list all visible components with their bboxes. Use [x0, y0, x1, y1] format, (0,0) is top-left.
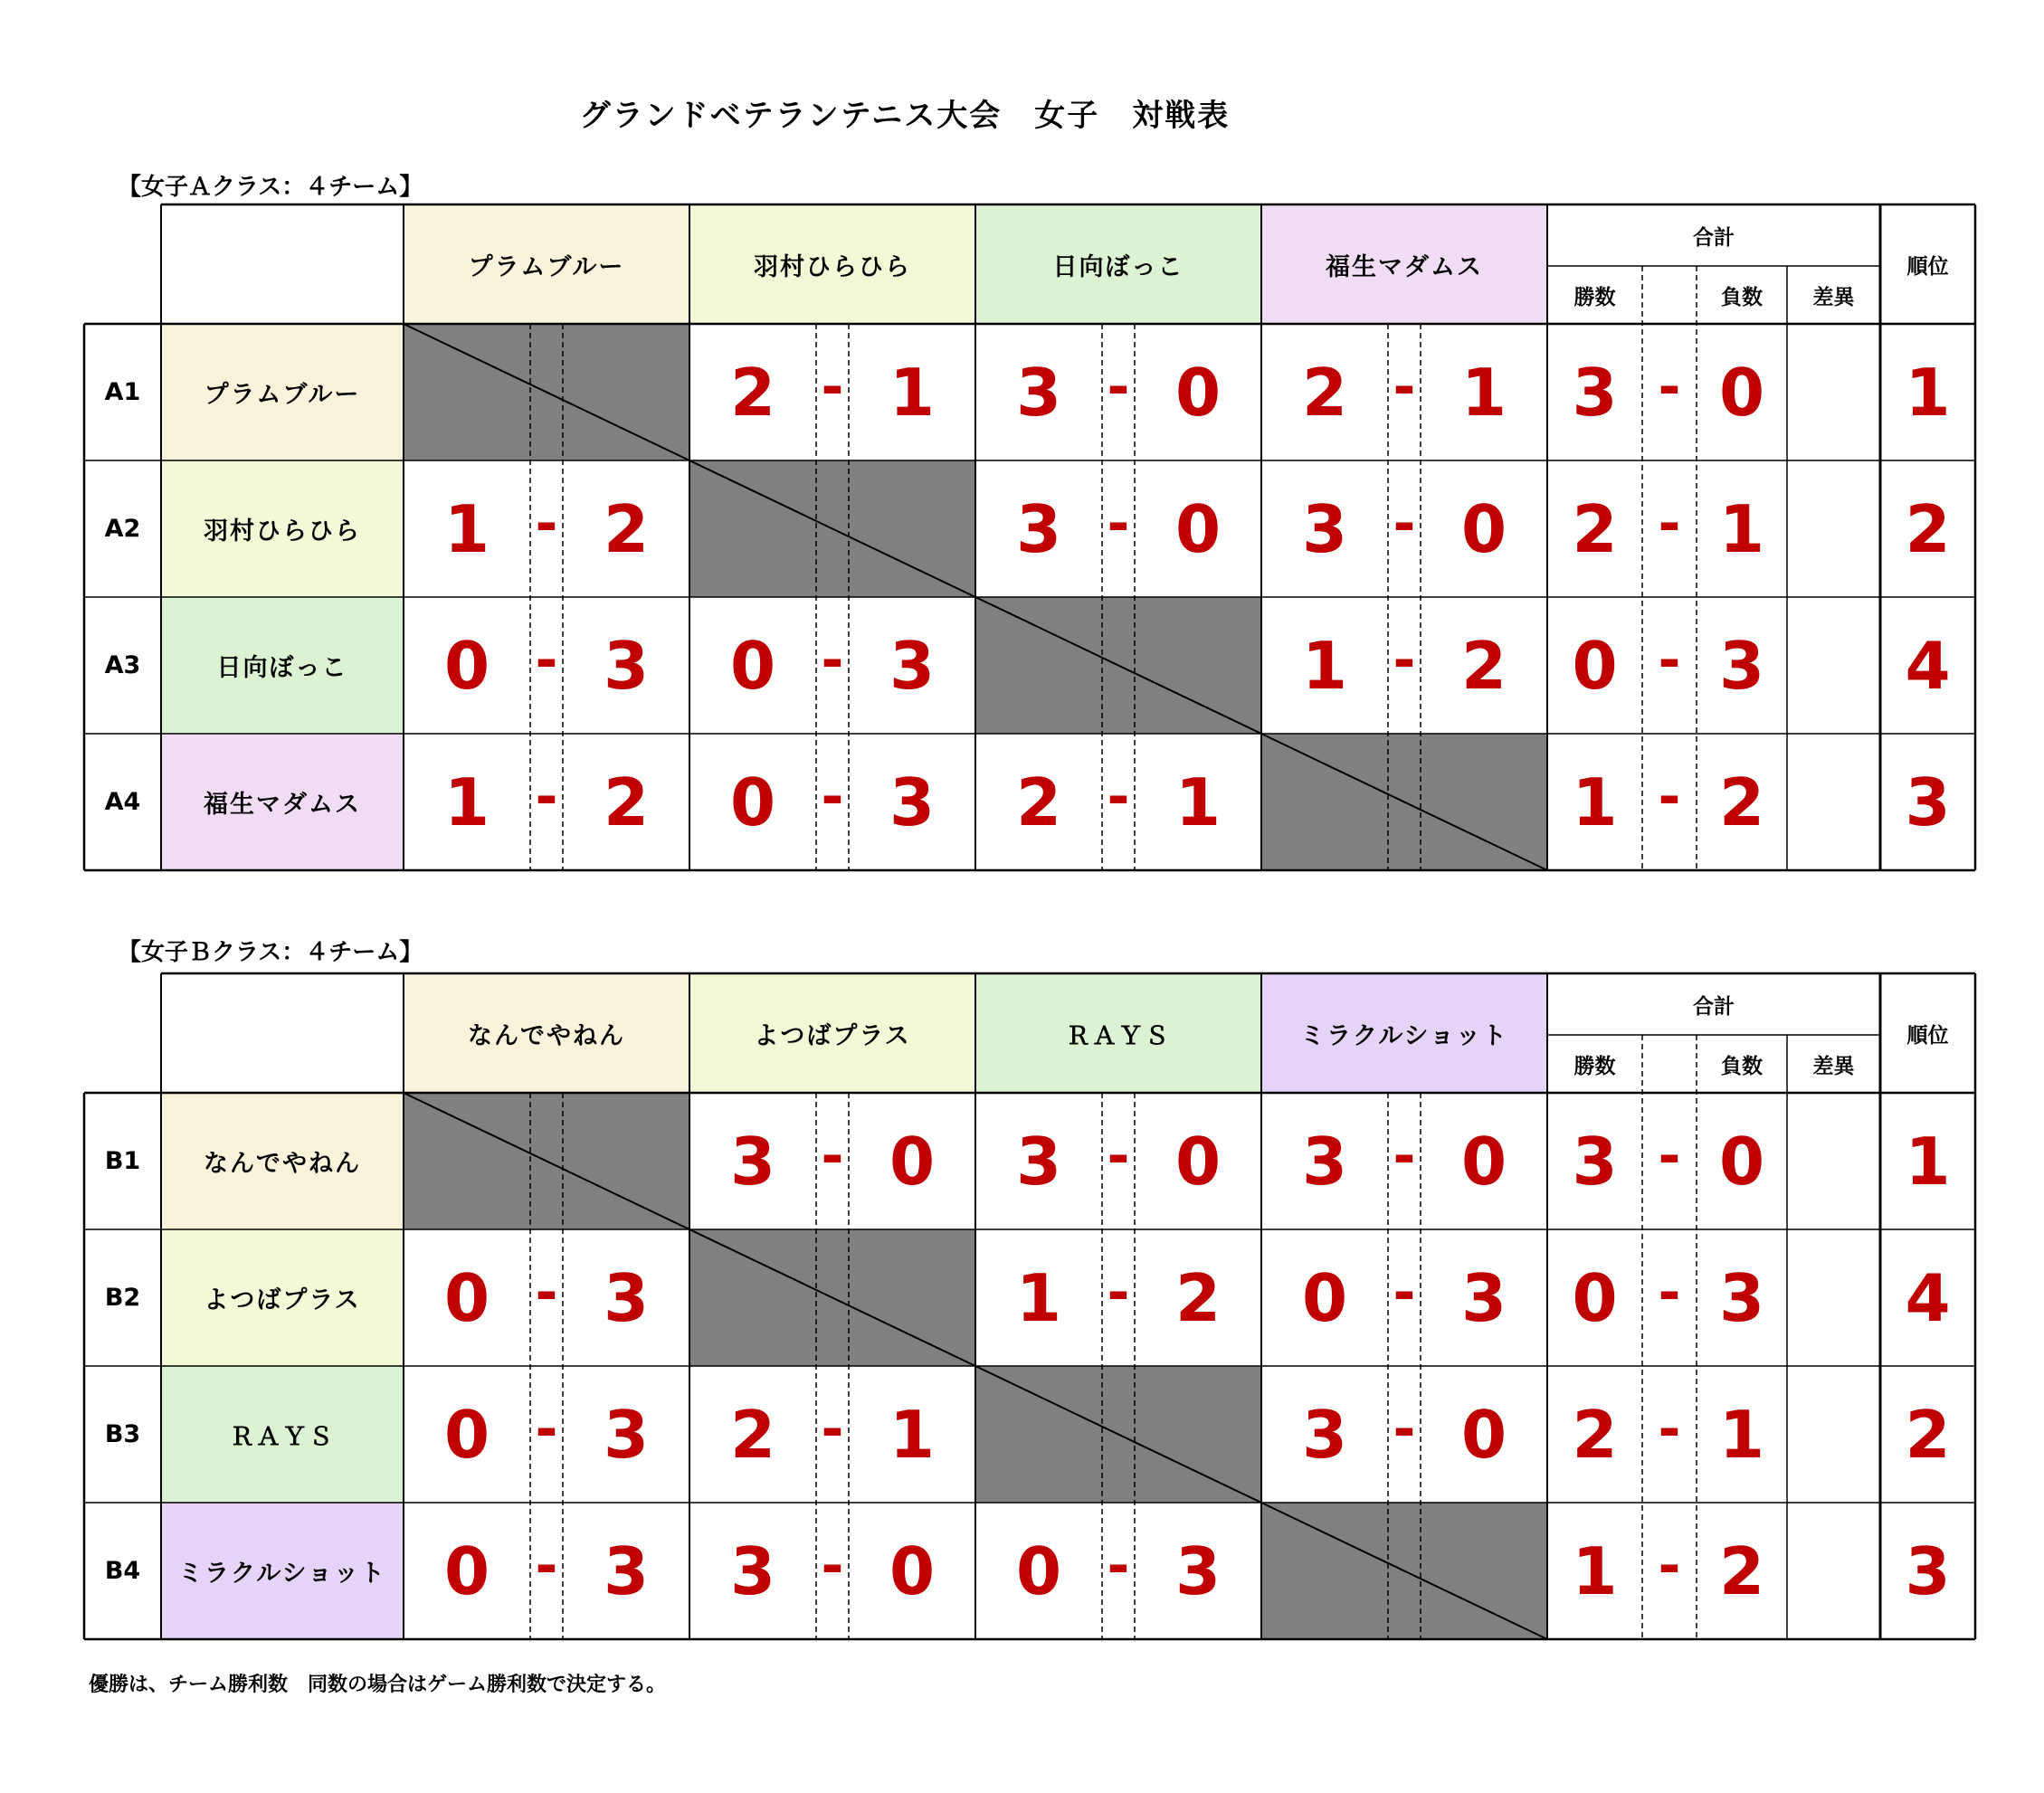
- score-dash: -: [1393, 491, 1416, 555]
- row-team-name: 羽村ひらひら: [161, 460, 404, 597]
- score-left: 0: [1015, 1532, 1062, 1609]
- score-right: 0: [1174, 490, 1222, 567]
- total-wins: 2: [1572, 490, 1618, 567]
- score-right: 1: [1174, 764, 1222, 840]
- row-id: A2: [104, 515, 141, 543]
- total-wins: 1: [1572, 1532, 1618, 1609]
- score-right: 1: [889, 354, 936, 431]
- team-header-4: ミラクルショット: [1261, 973, 1547, 1093]
- row-id: A3: [104, 651, 141, 679]
- score-left: 2: [729, 354, 776, 431]
- diff-header: 差異: [1812, 285, 1855, 309]
- score-dash: -: [1393, 355, 1416, 419]
- score-dash: -: [1107, 1124, 1130, 1188]
- score-left: 1: [443, 764, 490, 840]
- score-right: 1: [1460, 354, 1507, 431]
- rank-value: 3: [1905, 1532, 1951, 1609]
- score-left: 1: [443, 490, 490, 567]
- score-dash: -: [535, 1397, 558, 1461]
- rank-header: 順位: [1906, 1023, 1949, 1048]
- total-losses: 1: [1718, 490, 1765, 567]
- score-right: 0: [1460, 1123, 1507, 1200]
- total-losses: 1: [1718, 1396, 1765, 1473]
- score-right: 2: [603, 764, 650, 840]
- score-dash: -: [1393, 1124, 1416, 1188]
- score-dash: -: [821, 1533, 844, 1598]
- score-right: 0: [1174, 354, 1222, 431]
- score-right: 3: [603, 1396, 650, 1473]
- score-left: 2: [1015, 764, 1062, 840]
- rank-value: 3: [1905, 764, 1951, 840]
- footnote: 優勝は、チーム勝利数 同数の場合はゲーム勝利数で決定する。: [89, 1674, 667, 1696]
- row-team-name: プラムブルー: [161, 324, 404, 460]
- total-dash: -: [1658, 1397, 1681, 1461]
- row-id: B1: [104, 1147, 141, 1175]
- total-losses: 3: [1718, 627, 1765, 704]
- score-right: 0: [1174, 1123, 1222, 1200]
- score-left: 0: [443, 627, 490, 704]
- score-dash: -: [821, 355, 844, 419]
- total-header: 合計: [1693, 225, 1735, 250]
- total-dash: -: [1658, 628, 1681, 692]
- page-title: グランドベテランテニス大会 女子 対戦表: [579, 98, 1231, 134]
- section-label-b: 【女子Ｂクラス：４チーム】: [118, 939, 423, 966]
- row-id: A4: [104, 788, 141, 816]
- losses-header: 負数: [1721, 285, 1763, 309]
- diff-header: 差異: [1812, 1054, 1855, 1078]
- total-losses: 0: [1718, 1123, 1765, 1200]
- rank-value: 1: [1905, 1123, 1951, 1200]
- total-wins: 2: [1572, 1396, 1618, 1473]
- score-dash: -: [1107, 355, 1130, 419]
- rank-value: 2: [1905, 1396, 1951, 1473]
- score-right: 3: [603, 627, 650, 704]
- row-team-name: なんでやねん: [161, 1093, 404, 1229]
- team-header-3: 日向ぼっこ: [975, 204, 1261, 324]
- total-losses: 2: [1718, 764, 1765, 840]
- total-dash: -: [1658, 355, 1681, 419]
- score-left: 3: [1301, 1123, 1348, 1200]
- score-right: 3: [603, 1259, 650, 1336]
- score-dash: -: [535, 491, 558, 555]
- row-team-name: ＲＡＹＳ: [161, 1366, 404, 1503]
- wins-header: 勝数: [1573, 285, 1616, 309]
- score-left: 3: [1015, 354, 1062, 431]
- score-dash: -: [535, 764, 558, 829]
- score-right: 3: [1174, 1532, 1222, 1609]
- team-header-1: なんでやねん: [404, 973, 689, 1093]
- score-left: 3: [1301, 1396, 1348, 1473]
- score-dash: -: [821, 1397, 844, 1461]
- score-left: 0: [443, 1259, 490, 1336]
- total-dash: -: [1658, 1533, 1681, 1598]
- team-header-4: 福生マダムス: [1261, 204, 1547, 324]
- score-dash: -: [535, 1533, 558, 1598]
- score-dash: -: [1107, 1533, 1130, 1598]
- section-label-a: 【女子Ａクラス：４チーム】: [118, 174, 423, 201]
- total-dash: -: [1658, 491, 1681, 555]
- total-dash: -: [1658, 764, 1681, 829]
- score-dash: -: [821, 628, 844, 692]
- score-left: 0: [443, 1396, 490, 1473]
- rank-value: 4: [1905, 1259, 1951, 1336]
- score-dash: -: [1393, 628, 1416, 692]
- row-id: B4: [104, 1557, 141, 1585]
- team-header-1: プラムブルー: [404, 204, 689, 324]
- score-dash: -: [1107, 491, 1130, 555]
- score-right: 1: [889, 1396, 936, 1473]
- rank-header: 順位: [1906, 254, 1949, 279]
- score-left: 3: [1015, 1123, 1062, 1200]
- total-losses: 3: [1718, 1259, 1765, 1336]
- score-right: 3: [889, 627, 936, 704]
- total-wins: 3: [1572, 1123, 1618, 1200]
- score-right: 3: [1460, 1259, 1507, 1336]
- score-left: 0: [443, 1532, 490, 1609]
- score-left: 1: [1301, 627, 1348, 704]
- score-right: 2: [603, 490, 650, 567]
- row-id: B3: [104, 1420, 141, 1448]
- team-header-2: よつばプラス: [689, 973, 975, 1093]
- score-dash: -: [821, 1124, 844, 1188]
- score-dash: -: [535, 628, 558, 692]
- row-id: B2: [104, 1284, 141, 1312]
- total-wins: 1: [1572, 764, 1618, 840]
- total-wins: 0: [1572, 627, 1618, 704]
- total-dash: -: [1658, 1124, 1681, 1188]
- score-left: 0: [729, 627, 776, 704]
- score-dash: -: [1107, 764, 1130, 829]
- score-dash: -: [1393, 1260, 1416, 1324]
- row-team-name: 日向ぼっこ: [161, 597, 404, 734]
- score-right: 2: [1460, 627, 1507, 704]
- total-header: 合計: [1693, 994, 1735, 1019]
- rank-value: 4: [1905, 627, 1951, 704]
- score-left: 0: [1301, 1259, 1348, 1336]
- score-left: 3: [729, 1532, 776, 1609]
- team-header-2: 羽村ひらひら: [689, 204, 975, 324]
- score-right: 0: [889, 1532, 936, 1609]
- score-right: 2: [1174, 1259, 1222, 1336]
- total-wins: 3: [1572, 354, 1618, 431]
- score-right: 0: [1460, 490, 1507, 567]
- total-losses: 0: [1718, 354, 1765, 431]
- row-team-name: ミラクルショット: [161, 1503, 404, 1639]
- total-losses: 2: [1718, 1532, 1765, 1609]
- score-right: 3: [603, 1532, 650, 1609]
- score-left: 3: [1015, 490, 1062, 567]
- score-dash: -: [1107, 1260, 1130, 1324]
- wins-header: 勝数: [1573, 1054, 1616, 1078]
- score-right: 0: [889, 1123, 936, 1200]
- score-right: 3: [889, 764, 936, 840]
- score-dash: -: [535, 1260, 558, 1324]
- score-left: 0: [729, 764, 776, 840]
- rank-value: 2: [1905, 490, 1951, 567]
- row-team-name: よつばプラス: [161, 1229, 404, 1366]
- losses-header: 負数: [1721, 1054, 1763, 1078]
- score-left: 1: [1015, 1259, 1062, 1336]
- total-dash: -: [1658, 1260, 1681, 1324]
- score-left: 2: [1301, 354, 1348, 431]
- team-header-3: ＲＡＹＳ: [975, 973, 1261, 1093]
- score-dash: -: [821, 764, 844, 829]
- score-left: 3: [729, 1123, 776, 1200]
- total-wins: 0: [1572, 1259, 1618, 1336]
- rank-value: 1: [1905, 354, 1951, 431]
- score-dash: -: [1393, 1397, 1416, 1461]
- score-left: 3: [1301, 490, 1348, 567]
- score-left: 2: [729, 1396, 776, 1473]
- row-team-name: 福生マダムス: [161, 734, 404, 870]
- row-id: A1: [104, 378, 141, 406]
- score-right: 0: [1460, 1396, 1507, 1473]
